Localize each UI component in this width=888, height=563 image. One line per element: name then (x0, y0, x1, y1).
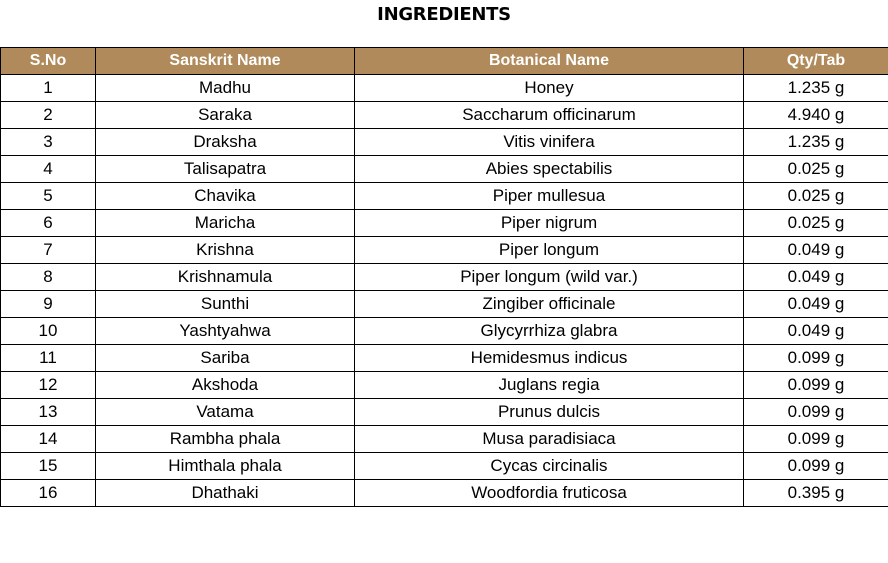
table-row (1, 183, 888, 210)
cell-botanical-name: Zingiber officinale (355, 291, 744, 318)
cell-sanskrit-name: Maricha (96, 210, 355, 237)
cell-sno: 11 (1, 345, 96, 372)
table-row (1, 102, 888, 129)
cell-qty-per-tab: 0.099 g (744, 345, 888, 372)
table-row (1, 345, 888, 372)
cell-botanical-name: Piper mullesua (355, 183, 744, 210)
cell-qty-per-tab: 0.025 g (744, 156, 888, 183)
cell-sanskrit-name: Krishna (96, 237, 355, 264)
cell-botanical-name: Piper nigrum (355, 210, 744, 237)
cell-sno: 10 (1, 318, 96, 345)
cell-sanskrit-name: Talisapatra (96, 156, 355, 183)
cell-botanical-name: Cycas circinalis (355, 453, 744, 480)
cell-sanskrit-name: Madhu (96, 75, 355, 102)
cell-sno: 3 (1, 129, 96, 156)
cell-botanical-name: Piper longum (355, 237, 744, 264)
cell-sanskrit-name: Yashtyahwa (96, 318, 355, 345)
cell-qty-per-tab: 0.099 g (744, 372, 888, 399)
table-row (1, 210, 888, 237)
column-header-sanskrit-name: Sanskrit Name (96, 48, 355, 75)
cell-sno: 5 (1, 183, 96, 210)
cell-qty-per-tab: 0.025 g (744, 183, 888, 210)
cell-qty-per-tab: 0.099 g (744, 426, 888, 453)
cell-qty-per-tab: 0.049 g (744, 264, 888, 291)
table-header-row (1, 48, 888, 75)
cell-qty-per-tab: 0.395 g (744, 480, 888, 507)
cell-sno: 8 (1, 264, 96, 291)
cell-qty-per-tab: 4.940 g (744, 102, 888, 129)
cell-sanskrit-name: Sunthi (96, 291, 355, 318)
cell-botanical-name: Woodfordia fruticosa (355, 480, 744, 507)
cell-sno: 9 (1, 291, 96, 318)
cell-sanskrit-name: Vatama (96, 399, 355, 426)
cell-botanical-name: Juglans regia (355, 372, 744, 399)
cell-sanskrit-name: Chavika (96, 183, 355, 210)
cell-botanical-name: Piper longum (wild var.) (355, 264, 744, 291)
column-header-qty-per-tab: Qty/Tab (744, 48, 888, 75)
cell-sanskrit-name: Dhathaki (96, 480, 355, 507)
cell-qty-per-tab: 0.049 g (744, 318, 888, 345)
cell-sanskrit-name: Draksha (96, 129, 355, 156)
cell-sno: 16 (1, 480, 96, 507)
table-row (1, 264, 888, 291)
table-row (1, 291, 888, 318)
cell-sanskrit-name: Krishnamula (96, 264, 355, 291)
cell-sno: 15 (1, 453, 96, 480)
cell-botanical-name: Abies spectabilis (355, 156, 744, 183)
cell-botanical-name: Vitis vinifera (355, 129, 744, 156)
cell-qty-per-tab: 0.099 g (744, 399, 888, 426)
column-header-botanical-name: Botanical Name (355, 48, 744, 75)
column-header-sno: S.No (1, 48, 96, 75)
table-row (1, 372, 888, 399)
cell-botanical-name: Glycyrrhiza glabra (355, 318, 744, 345)
cell-sanskrit-name: Saraka (96, 102, 355, 129)
cell-botanical-name: Hemidesmus indicus (355, 345, 744, 372)
cell-qty-per-tab: 1.235 g (744, 129, 888, 156)
cell-botanical-name: Honey (355, 75, 744, 102)
table-row (1, 129, 888, 156)
cell-sno: 13 (1, 399, 96, 426)
ingredients-table (0, 47, 888, 507)
cell-sno: 4 (1, 156, 96, 183)
table-row (1, 237, 888, 264)
cell-qty-per-tab: 0.049 g (744, 237, 888, 264)
cell-sno: 6 (1, 210, 96, 237)
page-title: INGREDIENTS (377, 4, 511, 25)
table-row (1, 156, 888, 183)
cell-botanical-name: Saccharum officinarum (355, 102, 744, 129)
cell-sno: 1 (1, 75, 96, 102)
cell-sno: 12 (1, 372, 96, 399)
cell-botanical-name: Prunus dulcis (355, 399, 744, 426)
table-body (1, 75, 888, 507)
cell-qty-per-tab: 0.099 g (744, 453, 888, 480)
cell-qty-per-tab: 0.049 g (744, 291, 888, 318)
table-row (1, 480, 888, 507)
cell-sanskrit-name: Sariba (96, 345, 355, 372)
table-row (1, 399, 888, 426)
table-row (1, 75, 888, 102)
cell-sanskrit-name: Rambha phala (96, 426, 355, 453)
cell-sanskrit-name: Himthala phala (96, 453, 355, 480)
cell-qty-per-tab: 1.235 g (744, 75, 888, 102)
cell-qty-per-tab: 0.025 g (744, 210, 888, 237)
table-row (1, 453, 888, 480)
table-row (1, 318, 888, 345)
cell-sno: 2 (1, 102, 96, 129)
cell-botanical-name: Musa paradisiaca (355, 426, 744, 453)
cell-sno: 7 (1, 237, 96, 264)
table-row (1, 426, 888, 453)
cell-sno: 14 (1, 426, 96, 453)
cell-sanskrit-name: Akshoda (96, 372, 355, 399)
